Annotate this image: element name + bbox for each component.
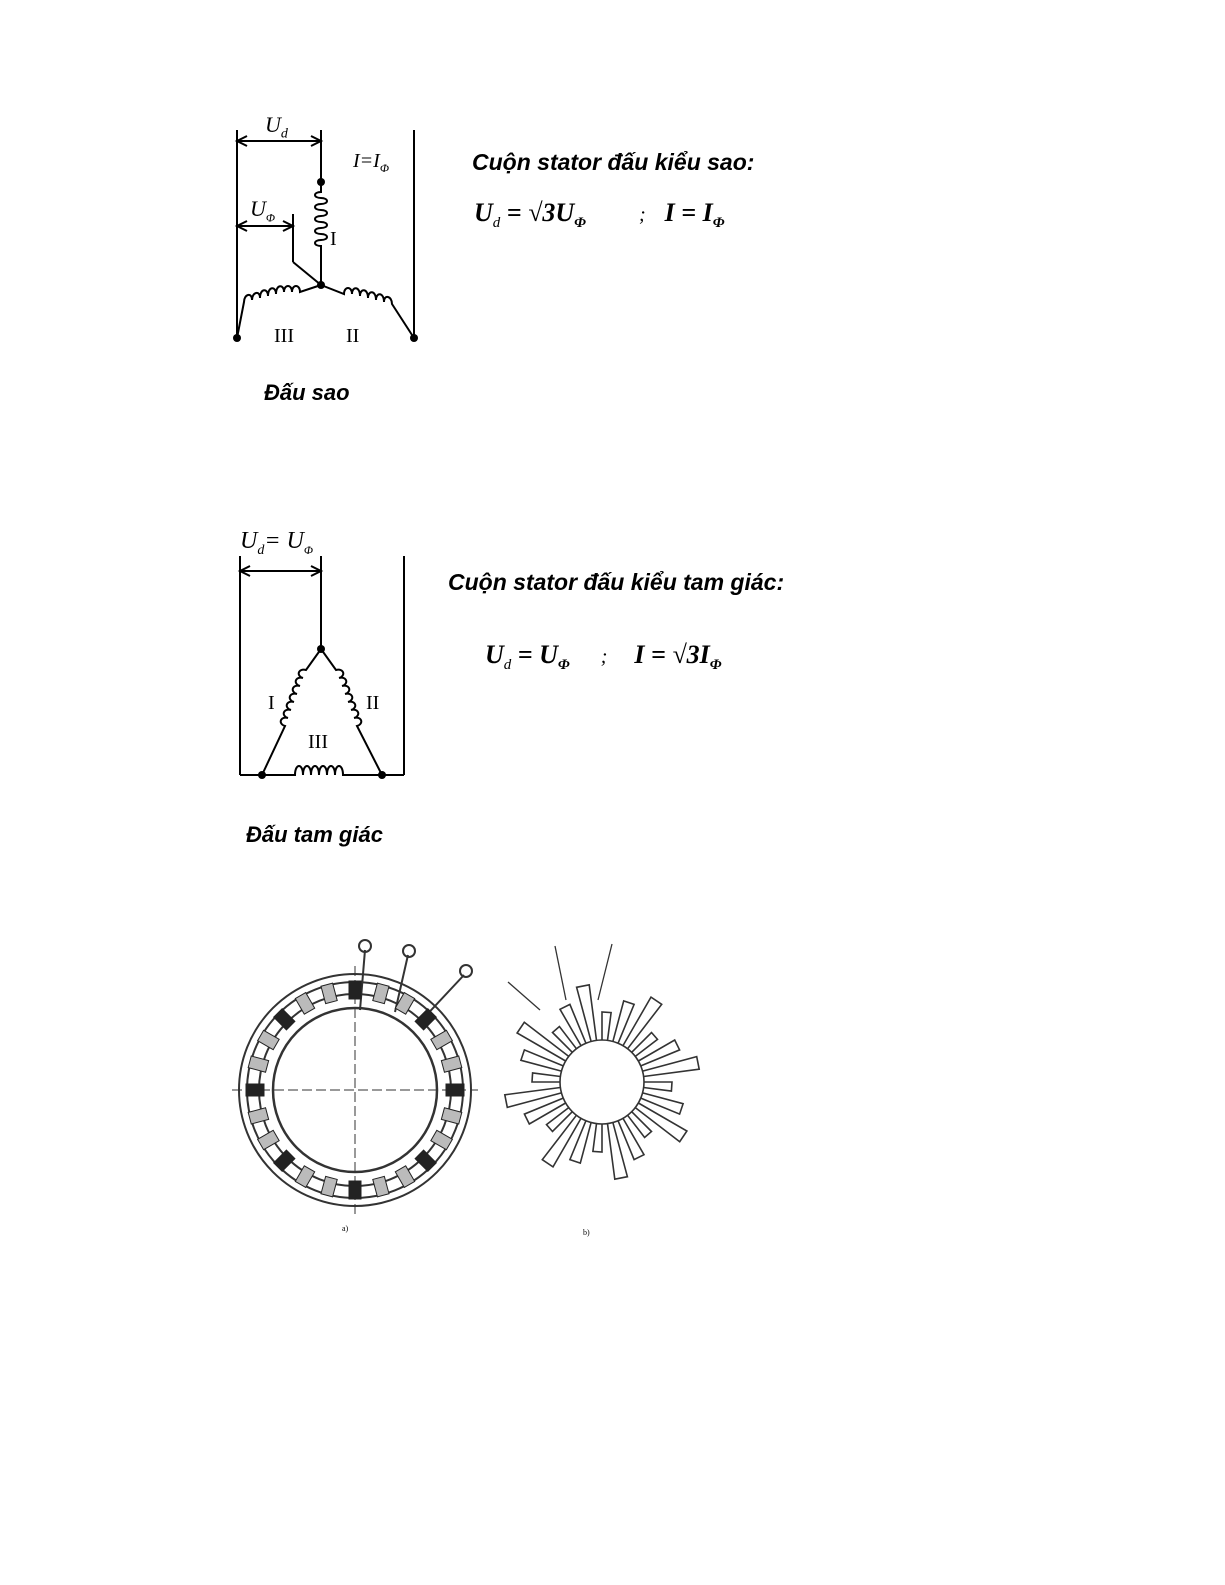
stator-slot: [248, 1108, 268, 1124]
winding-scheme: [560, 1040, 644, 1124]
stator-slot: [258, 1030, 280, 1049]
delta-caption: Đấu tam giác: [246, 822, 383, 847]
delta-formula: $U_d = U_\Phi$ ; $I = √3I_\Phi$: [485, 640, 722, 674]
winding-tooth: [641, 1093, 683, 1114]
star-coil-label-2: II: [346, 325, 360, 347]
star-ud-label: $U_d$: [265, 112, 288, 142]
winding-tooth: [505, 1088, 562, 1108]
stator-slot: [274, 1150, 295, 1171]
stator-right-caption: b): [583, 1228, 590, 1237]
star-uphi-label: $U_\Phi$: [250, 196, 276, 225]
stator-slot: [373, 1176, 389, 1196]
star-formula: $U_d = √3U_\Phi$ ; $I = I_\Phi$: [474, 198, 725, 232]
stator-slot: [295, 1166, 314, 1188]
stator-slot: [349, 1181, 361, 1199]
stator-slot: [248, 1056, 268, 1072]
stator-slot: [349, 981, 361, 999]
winding-tooth: [613, 1001, 634, 1043]
winding-tooth: [602, 1012, 611, 1040]
winding-tooth: [532, 1073, 560, 1082]
stator-slot: [246, 1084, 264, 1096]
stator-slot: [258, 1130, 280, 1149]
stator-slot: [295, 993, 314, 1015]
star-heading: Cuộn stator đấu kiểu sao:: [472, 149, 755, 175]
stator-slot: [321, 1176, 337, 1196]
stator-slot: [446, 1084, 464, 1096]
star-coil-label-1: I: [330, 228, 337, 250]
winding-tooth: [593, 1124, 602, 1152]
delta-coil-label-3: III: [308, 731, 328, 753]
winding-tooth: [577, 985, 597, 1042]
delta-voltage-label: $U_d= U_\Phi$: [240, 528, 314, 558]
stator-slot: [321, 983, 337, 1003]
stator-slot: [373, 983, 389, 1003]
winding-tooth: [570, 1121, 591, 1163]
stator-slot: [431, 1030, 453, 1049]
stator-slot: [431, 1130, 453, 1149]
star-coil-label-3: III: [274, 325, 294, 347]
delta-coil-label-1: I: [268, 692, 275, 714]
delta-heading: Cuộn stator đấu kiểu tam giác:: [448, 569, 785, 595]
star-caption: Đấu sao: [264, 380, 350, 405]
stator-slot: [415, 1009, 436, 1030]
winding-tooth: [521, 1050, 563, 1071]
star-current-label: $I=I_\Phi$: [353, 150, 389, 175]
winding-tooth: [608, 1123, 628, 1180]
stator-slot: [441, 1108, 461, 1124]
stator-slot: [441, 1056, 461, 1072]
delta-coil-label-2: II: [366, 692, 380, 714]
winding-tooth: [644, 1082, 672, 1091]
stator-slot: [395, 1166, 414, 1188]
stator-slot: [415, 1150, 436, 1171]
winding-tooth: [643, 1057, 700, 1077]
stator-left-caption: a): [342, 1224, 349, 1233]
stator-slot: [274, 1009, 295, 1030]
